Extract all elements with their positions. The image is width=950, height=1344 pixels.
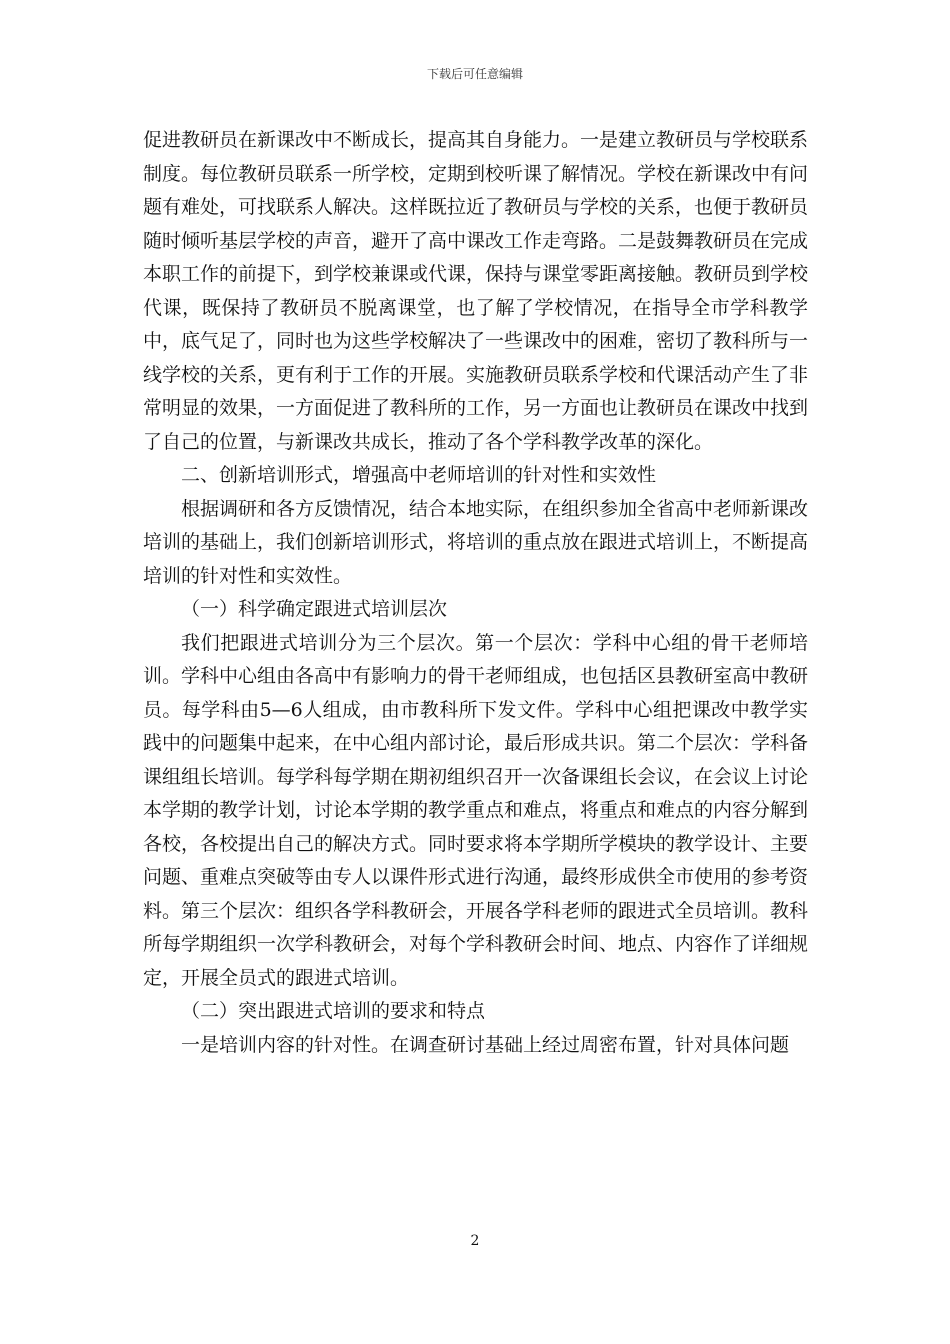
subsection-heading-one: （一）科学确定跟进式培训层次 (181, 598, 448, 620)
page-header: 下载后可任意编辑 (426, 67, 523, 81)
paragraph-continuation: 促进教研员在新课改中不断成长，提高其自身能力。一是建立教研员与学校联系制度。每位教研员联系一所学校，定期到校听课了解情况。学校在新课改中有问题有难处，可找联系人解决。这样既拉近了教研员与学校的关系，也便于教研员随时倾听基层学校的声音，避开了高中课改工作走弯路。二是鼓舞教研员在完成本职工作的前提下，到学校兼课或代课，保持与课堂零距离接触。教研员到学校代课，既保持了教研员不脱离课堂，也了解了学校情况，在指导全市学科教学中，底气足了，同时也为这些学校解决了一些课改中的困难，密切了教科所与一线学校的关系，更有利于工作的开展。实施教研员联系学校和代课活动产生了非常明显的效果，一方面促进了教科所的工作，另一方面也让教研员在课改中找到了自己的位置，与新课改共成长，推动了各个学科教学改革的深化。 (143, 129, 809, 453)
paragraph: 根据调研和各方反馈情况，结合本地实际，在组织参加全省高中老师新课改培训的基础上，我们创新培训形式，将培训的重点放在跟进式培训上，不断提高培训的针对性和实效性。 (143, 497, 809, 587)
subsection-heading-two: （二）突出跟进式培训的要求和特点 (181, 1000, 486, 1022)
paragraph: 我们把跟进式培训分为三个层次。第一个层次：学科中心组的骨干老师培训。学科中心组由各高中有影响力的骨干老师组成，也包括区县教研室高中教研员。每学科由5—6人组成，由市教科所下发文件。学科中心组把课改中教学实践中的问题集中起来，在中心组内部讨论，最后形成共识。第二个层次：学科备课组组长培训。每学科每学期在期初组织召开一次备课组长会议，在会议上讨论本学期的教学计划，讨论本学期的教学重点和难点，将重点和难点的内容分解到各校，各校提出自己的解决方式。同时要求将本学期所学模块的教学设计、主要问题、重难点突破等由专人以课件形式进行沟通，最终形成供全市使用的参考资料。第三个层次：组织各学科教研会，开展各学科老师的跟进式全员培训。教科所每学期组织一次学科教研会，对每个学科教研会时间、地点、内容作了详细规定，开展全员式的跟进式培训。 (143, 631, 809, 989)
document-body (143, 124, 808, 1062)
section-heading-two: 二、创新培训形式，增强高中老师培训的针对性和实效性 (181, 464, 657, 486)
page-number: 2 (470, 1233, 480, 1249)
paragraph: 一是培训内容的针对性。在调查研讨基础上经过周密布置，针对具体问题 (181, 1033, 790, 1056)
